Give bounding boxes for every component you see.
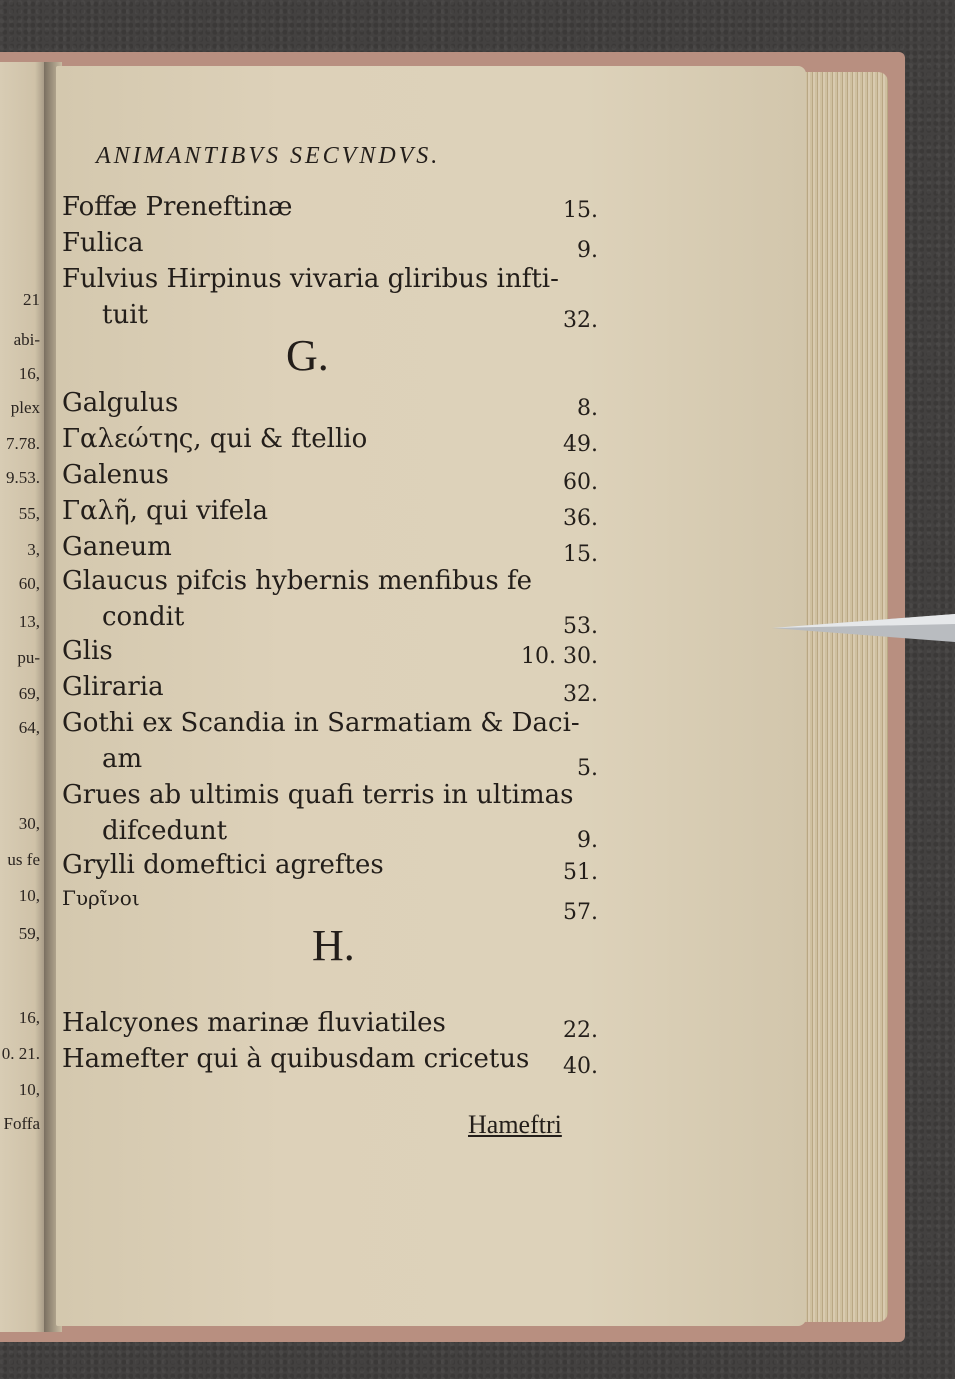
index-entry xyxy=(62,566,598,639)
index-entry xyxy=(62,496,598,530)
left-margin-number: Foffa xyxy=(3,1114,40,1133)
section-letter: G. xyxy=(286,331,329,380)
entry-term: Grues ab ultimis quafi terris in ultimas xyxy=(62,780,574,810)
left-margin-number: abi- xyxy=(13,330,40,349)
left-margin-number: 13, xyxy=(18,612,40,631)
left-margin-number: plex xyxy=(10,398,40,417)
index-entry xyxy=(62,228,598,262)
index-entry xyxy=(62,708,598,781)
entry-page: 22. xyxy=(563,1018,598,1043)
running-header: ANIMANTIBVS SECVNDVS. xyxy=(96,143,441,169)
index-entry xyxy=(62,672,598,706)
entry-term: Fulica xyxy=(62,228,144,258)
index-entry xyxy=(62,1044,598,1078)
left-margin-number: 3, xyxy=(27,540,40,559)
entry-page: 32. xyxy=(563,682,598,707)
entry-term: Halcyones marinæ fluviatiles xyxy=(62,1008,446,1038)
entry-page: 60. xyxy=(563,470,598,495)
left-margin-number: 60, xyxy=(18,574,40,593)
left-margin-number: 10, xyxy=(18,1080,40,1099)
left-margin-number: 0. 21. xyxy=(1,1044,40,1063)
left-margin-number: 55, xyxy=(18,504,40,523)
left-margin-number: us fe xyxy=(7,850,40,869)
entry-continuation: tuit xyxy=(102,300,148,330)
entry-page: 10. 30. xyxy=(521,644,598,669)
entry-page: 49. xyxy=(563,432,598,457)
index-entry xyxy=(62,424,598,458)
catchword: Hameftri xyxy=(468,1110,562,1139)
index-entry xyxy=(62,460,598,494)
index-entry xyxy=(62,1008,598,1042)
index-entry xyxy=(62,886,598,925)
entry-term: Galgulus xyxy=(62,388,179,418)
entry-term: Grylli domeftici agreftes xyxy=(62,850,384,880)
entry-page: 57. xyxy=(563,900,598,925)
entry-term: Foffæ Preneftinæ xyxy=(62,192,293,222)
entry-term: Galenus xyxy=(62,460,169,490)
index-entry xyxy=(62,850,598,884)
entry-term: Fulvius Hirpinus vivaria gliribus infti- xyxy=(62,264,559,294)
entry-page: 5. xyxy=(577,756,598,781)
entry-term: Γυρῖνοι xyxy=(62,886,140,910)
index-entry xyxy=(62,264,598,334)
index-entry xyxy=(62,780,598,853)
left-margin-numbers xyxy=(0,62,46,1332)
left-margin-number: 10, xyxy=(18,886,40,905)
left-margin-number: 69, xyxy=(18,684,40,703)
entry-page: 9. xyxy=(577,828,598,853)
left-margin-number: 16, xyxy=(18,1008,40,1027)
entry-term: Hamefter qui à quibusdam cricetus xyxy=(62,1044,530,1074)
entry-continuation: condit xyxy=(102,602,185,632)
entry-page: 8. xyxy=(577,396,598,421)
page-holder-needle xyxy=(772,614,955,642)
left-margin-number: 16, xyxy=(18,364,40,383)
left-margin-number: pu- xyxy=(17,648,40,667)
entry-page: 15. xyxy=(563,198,598,223)
entry-continuation: am xyxy=(102,744,143,774)
entry-term: Glis xyxy=(62,636,113,666)
section-letter: H. xyxy=(312,921,355,970)
entry-page: 53. xyxy=(563,614,598,639)
entry-page: 9. xyxy=(577,238,598,263)
index-entry xyxy=(62,636,598,670)
index-entry xyxy=(62,532,598,566)
entry-page: 40. xyxy=(563,1054,598,1079)
entry-term: Glaucus pifcis hybernis menfibus fe xyxy=(62,566,533,596)
page-edges xyxy=(800,72,888,1322)
entry-page: 32. xyxy=(563,308,598,333)
left-margin-number: 9.53. xyxy=(6,468,40,487)
entry-continuation: difcedunt xyxy=(102,816,228,846)
entry-page: 36. xyxy=(563,506,598,531)
left-margin-number: 21 xyxy=(23,290,40,309)
left-margin-number: 30, xyxy=(18,814,40,833)
index-entry xyxy=(62,192,598,226)
entry-page: 15. xyxy=(563,542,598,567)
left-margin-number: 7.78. xyxy=(6,434,40,453)
left-page xyxy=(0,62,50,1332)
entry-term: Gliraria xyxy=(62,672,164,702)
entry-page: 51. xyxy=(563,860,598,885)
entry-term: Ganeum xyxy=(62,532,172,562)
entry-term: Gothi ex Scandia in Sarmatiam & Daci- xyxy=(62,708,580,738)
left-margin-number: 64, xyxy=(18,718,40,737)
left-margin-number: 59, xyxy=(18,924,40,943)
entry-term: Γαλεώτης, qui & ftellio xyxy=(62,424,368,454)
index-entry xyxy=(62,388,598,422)
entry-term: Γαλῆ, qui vifela xyxy=(62,496,268,526)
